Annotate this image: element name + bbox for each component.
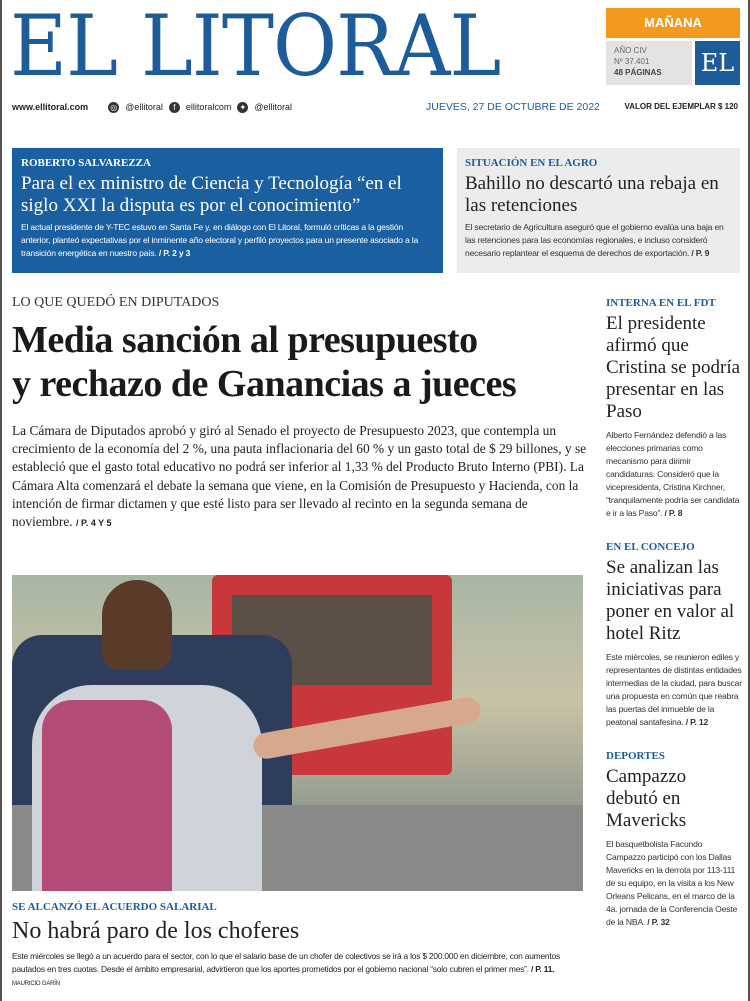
headline: No habrá paro de los choferes (12, 918, 300, 944)
page-ref: / P. 12 (685, 717, 709, 727)
headline-line-2: y rechazo de Ganancias a jueces (12, 363, 517, 405)
lead-photo (12, 575, 583, 891)
lead-story (12, 294, 590, 532)
facebook-icon: f (169, 102, 180, 113)
lead-headline[interactable] (12, 318, 590, 406)
headline: El presidente afirmó que Cristina se podría presentar en las Paso (606, 313, 741, 422)
kicker: INTERNA EN EL FDT (606, 297, 716, 309)
lead-kicker: LO QUE QUEDÓ EN DIPUTADOS (12, 295, 220, 310)
twitter-icon: ✦ (237, 102, 248, 113)
kicker: SE ALCANZÓ EL ACUERDO SALARIAL (12, 901, 217, 913)
summary: El basquetbolista Facundo Campazzo participó con los Dallas Mavericks en la derrota por 113-111 de su equipo, en la visita a los New Orleans Pelicans, en el marco de la 4a. jornada de la Conferencia Oeste de la NBA. (606, 839, 738, 927)
sidebar-story[interactable] (606, 296, 742, 520)
bottom-story[interactable] (12, 900, 584, 991)
date: JUEVES, 27 DE OCTUBRE DE 2022 (426, 101, 600, 113)
headline: Bahillo no descartó una rebaja en las retenciones (465, 173, 719, 216)
page-ref: / P. 32 (647, 917, 670, 927)
issue-number: Nº 37.401 (614, 57, 650, 66)
page-ref: / P. 11. (531, 964, 555, 974)
page-count: 48 PÁGINAS (614, 68, 662, 77)
page-ref: / P. 2 y 3 (158, 248, 191, 258)
summary: El secretario de Agricultura aseguró que el gobierno evalúa una baja en las retenciones para las economías regionales, e incluso consideró necesario replantear el esquema de derechos de exportación. (465, 222, 724, 258)
page-ref: / P. 4 Y 5 (75, 518, 112, 529)
headline: Para el ex ministro de Ciencia y Tecnología “en el siglo XXI la disputa es por el conocimiento” (21, 173, 402, 216)
year: AÑO CIV (614, 46, 647, 55)
sidebar (606, 296, 742, 929)
kicker: DEPORTES (606, 750, 665, 762)
top-left-story[interactable] (12, 148, 443, 273)
edition-label: MAÑANA (606, 8, 740, 38)
kicker: SITUACIÓN EN EL AGRO (465, 157, 598, 169)
instagram-icon: ◎ (108, 102, 119, 113)
page-ref: / P. 8 (664, 508, 683, 518)
sidebar-story[interactable] (606, 540, 742, 729)
sidebar-story[interactable] (606, 749, 742, 929)
girl-hair (102, 580, 172, 670)
edition-info (606, 41, 692, 85)
summary: Este miércoles, se reunieron ediles y representantes de distintas entidades intermedias de la ciudad, para buscar una propuesta en común que reabra las puertas del inmueble de la peatonal santafesina. (606, 652, 742, 727)
photo-credit: MAURICIO GARÍN (12, 981, 60, 987)
masthead-title: EL LITORAL (10, 0, 501, 95)
kicker: EN EL CONCEJO (606, 541, 695, 553)
instagram-handle[interactable]: @ellitoral (125, 102, 163, 112)
headline-line-1: Media sanción al presupuesto (12, 319, 478, 361)
top-right-story[interactable] (457, 148, 740, 273)
page-ref: / P. 9 (691, 248, 710, 258)
lead-body (12, 422, 590, 532)
price: VALOR DEL EJEMPLAR $ 120 (624, 102, 738, 111)
logo-el: EL (695, 41, 740, 85)
twitter-handle[interactable]: @ellitoral (254, 102, 293, 112)
lead-summary: La Cámara de Diputados aprobó y giró al Senado el proyecto de Presupuesto 2023, que contempla un crecimiento de la economía del 2 %, una pauta inflacionaria del 60 % y un gasto total de $ 29 billones, y se estableció que el gasto total educativo no podrá ser inferior al 1,33 % del Producto Bruto Interno (PBI). La Cámara Alta comenzará el debate la semana que viene, en la Comisión de Presupuesto y Hacienda, con la intención de firmar dictamen y que esté listo para ser llevado al recinto en la segunda semana de noviembre. (12, 423, 587, 530)
website-link[interactable]: www.ellitoral.com (12, 102, 89, 112)
backpack (42, 700, 172, 891)
summary: Este miércoles se llegó a un acuerdo para el sector, con lo que el salario base de un chofer de colectivos se irá a los $ 200.000 en diciembre, con aumentos pautados en tres cuotas. Desde el ámbito empresarial, advirtieron que los aportes prometidos por el gobierno nacional “solo cubren el primer mes”. (12, 951, 560, 974)
headline: Se analizan las iniciativas para poner en valor al hotel Ritz (606, 557, 735, 644)
summary: Alberto Fernández defendió a las elecciones primarias como mecanismo para dirimir candidaturas. Consideró que la vicepresidenta, Cristina Kirchner, “tranquilamente podría ser candidata e ir a las Paso”. (606, 430, 740, 518)
headline: Campazzo debutó en Mavericks (606, 766, 687, 831)
kicker: ROBERTO SALVAREZZA (21, 157, 151, 169)
summary: El actual presidente de Y-TEC estuvo en Santa Fe y, en diálogo con El Litoral, formuló críticas a la gestión anterior, planteó expectativas por el inminente año electoral y perfiló proyectos para un presente asociado a la transición energética en nuestro país. (21, 222, 419, 258)
facebook-handle[interactable]: ellitoralcom (185, 102, 232, 112)
social-bar (12, 101, 292, 113)
